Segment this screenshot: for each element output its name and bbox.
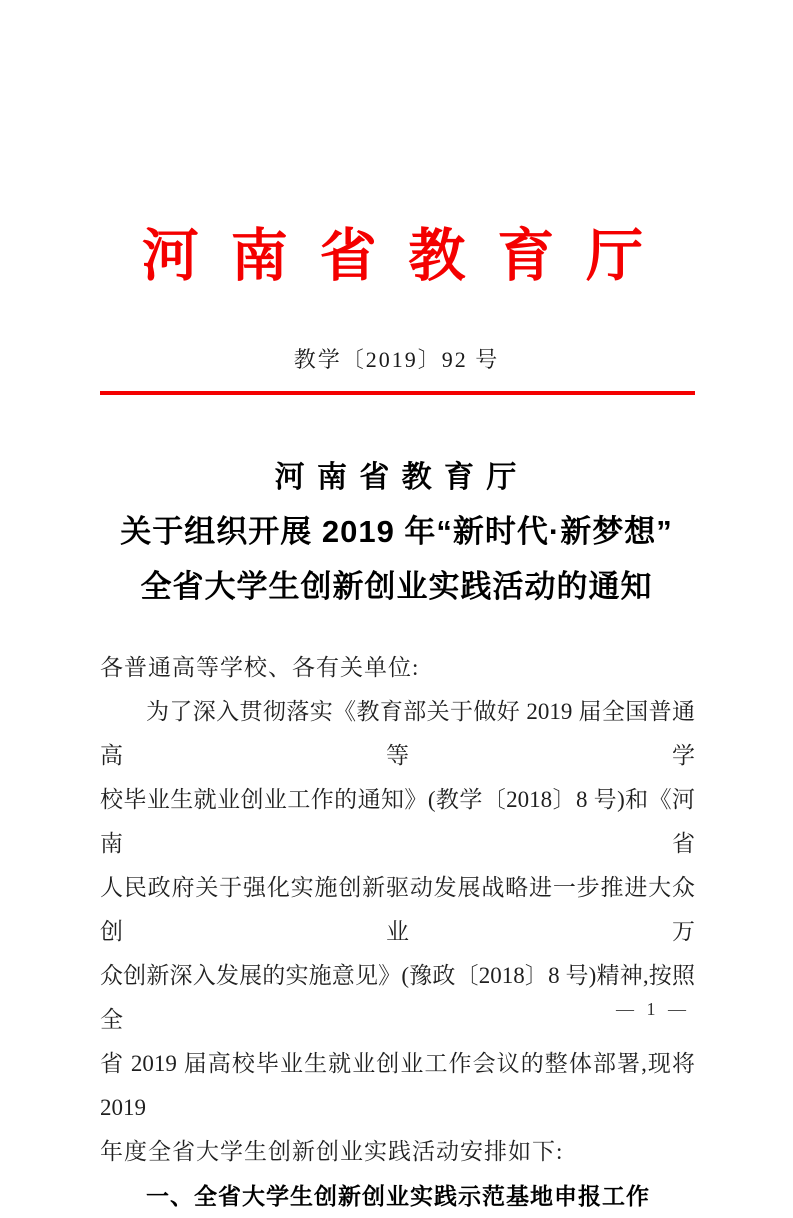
body-paragraph-line: 人民政府关于强化实施创新驱动发展战略进一步推进大众创业万 [100, 875, 695, 944]
salutation: 各普通高等学校、各有关单位: [100, 655, 420, 680]
body-paragraph-line: 年度全省大学生创新创业实践活动安排如下: [100, 1139, 564, 1164]
document-title [0, 452, 793, 614]
body-paragraph-line: 众创新深入发展的实施意见》(豫政〔2018〕8 号)精神,按照全 [100, 963, 695, 1032]
body-paragraph-line: 为了深入贯彻落实《教育部关于做好 2019 届全国普通高等学 [100, 699, 695, 768]
document-title-line-1: 河 南 省 教 育 厅 [274, 461, 519, 494]
page-number: — 1 — [616, 999, 690, 1019]
document-number: 教学〔2019〕92 号 [293, 347, 500, 372]
document-body [100, 646, 695, 1218]
document-title-line-3: 全省大学生创新创业实践活动的通知 [140, 569, 653, 604]
section-heading: 一、全省大学生创新创业实践示范基地申报工作 [146, 1183, 650, 1209]
letterhead-org-name: 河 南 省 教 育 厅 [141, 224, 652, 288]
body-paragraph-line: 省 2019 届高校毕业生就业创业工作会议的整体部署,现将 2019 [100, 1051, 695, 1120]
document-title-line-2: 关于组织开展 2019 年“新时代·新梦想” [120, 514, 673, 549]
body-paragraph-line: 校毕业生就业创业工作的通知》(教学〔2018〕8 号)和《河南省 [100, 787, 695, 856]
letterhead-divider [100, 391, 695, 395]
